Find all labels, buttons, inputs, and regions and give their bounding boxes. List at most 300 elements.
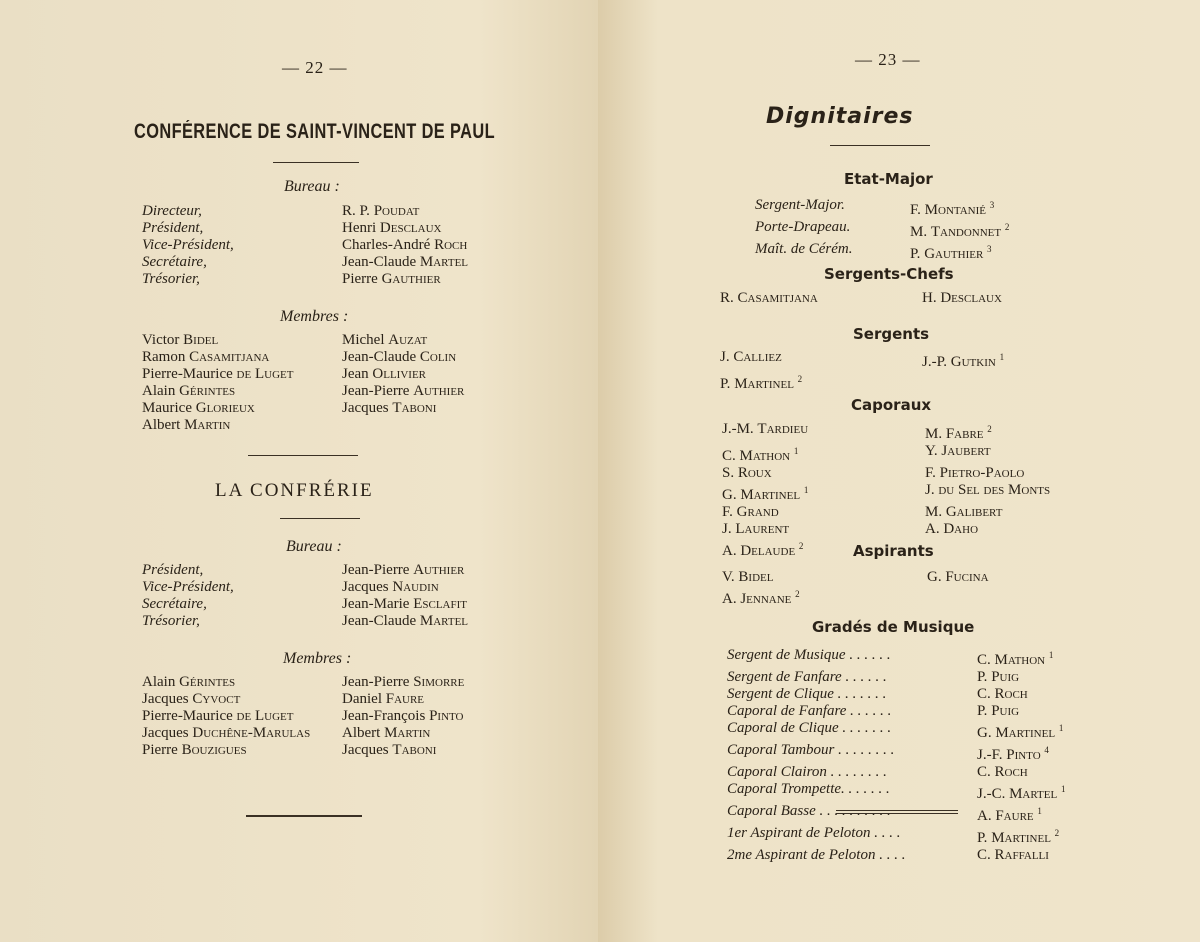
list-row bbox=[142, 596, 468, 613]
person-name bbox=[977, 742, 1049, 764]
first-name: Victor bbox=[142, 332, 180, 348]
list-row bbox=[727, 847, 1059, 864]
first-name: Pierre-Maurice bbox=[142, 708, 233, 724]
first-name: Jean bbox=[342, 366, 369, 382]
person-name bbox=[142, 383, 342, 400]
list-row bbox=[142, 383, 464, 400]
first-name: G. bbox=[927, 569, 942, 585]
membres-list bbox=[142, 332, 464, 434]
surname: Laurent bbox=[735, 521, 790, 537]
person-name bbox=[342, 596, 467, 613]
surname: de Luget bbox=[236, 366, 294, 382]
surname: Martel bbox=[419, 613, 469, 629]
first-name: A. bbox=[977, 808, 992, 824]
section-title: LA CONFRÉRIE bbox=[215, 480, 374, 501]
role-label: Secrétaire, bbox=[142, 254, 207, 270]
list-row bbox=[142, 366, 464, 383]
role-label: Sergent de Musique . . . . . . bbox=[727, 647, 891, 663]
surname: Gérintes bbox=[179, 383, 236, 399]
surname: Authier bbox=[413, 383, 465, 399]
list-row bbox=[142, 271, 468, 288]
list-row bbox=[722, 521, 1050, 538]
surname: Puig bbox=[991, 669, 1020, 685]
person-name bbox=[720, 349, 922, 371]
list-row bbox=[142, 562, 468, 579]
role-label: Maît. de Cérém. bbox=[755, 241, 853, 257]
surname: Duchêne-Marulas bbox=[192, 725, 311, 741]
first-name: Charles-André bbox=[342, 237, 431, 253]
list-row bbox=[755, 197, 1009, 219]
list-row bbox=[722, 482, 1050, 504]
person-name bbox=[925, 521, 978, 538]
first-name: F. bbox=[722, 504, 733, 520]
surname: Tandonnet bbox=[930, 224, 1002, 240]
list-row bbox=[727, 764, 1065, 781]
first-name: Alain bbox=[142, 674, 176, 690]
membres-heading: Membres : bbox=[280, 308, 349, 325]
person-name bbox=[342, 220, 441, 237]
first-name: M. bbox=[910, 224, 928, 240]
person-name bbox=[925, 482, 1050, 504]
list-row bbox=[142, 417, 464, 434]
divider bbox=[830, 145, 930, 146]
etat-major-list bbox=[755, 197, 1009, 263]
group-heading: Caporaux bbox=[851, 396, 932, 414]
first-name: Jacques bbox=[342, 579, 389, 595]
footnote-mark: 1 bbox=[1060, 784, 1066, 794]
first-name: Pierre-Maurice bbox=[142, 366, 233, 382]
first-name: P. bbox=[977, 669, 988, 685]
list-row bbox=[722, 586, 989, 608]
ornament-divider bbox=[246, 815, 362, 817]
surname: Glorieux bbox=[195, 400, 255, 416]
section-title: CONFÉRENCE DE SAINT-VINCENT DE PAUL bbox=[134, 120, 495, 143]
person-name bbox=[722, 504, 925, 521]
first-name: Jacques bbox=[342, 742, 389, 758]
surname: Mathon bbox=[739, 448, 791, 464]
membres-list bbox=[142, 674, 464, 759]
surname: Simorre bbox=[413, 674, 465, 690]
list-row bbox=[722, 504, 1050, 521]
surname: Raffalli bbox=[994, 847, 1049, 863]
person-name bbox=[342, 203, 419, 220]
first-name: Maurice bbox=[142, 400, 192, 416]
person-name bbox=[722, 465, 925, 482]
double-divider bbox=[836, 810, 958, 814]
person-name bbox=[977, 781, 1065, 803]
role-label: Porte-Drapeau. bbox=[755, 219, 851, 235]
list-row bbox=[142, 613, 468, 630]
surname: Bidel bbox=[183, 332, 219, 348]
role-label: Caporal Tambour . . . . . . . . bbox=[727, 742, 895, 758]
first-name: Jacques bbox=[142, 691, 189, 707]
first-name: Jean-Pierre bbox=[342, 674, 410, 690]
sergents-chefs-list bbox=[720, 290, 1002, 307]
surname: Desclaux bbox=[379, 220, 442, 236]
surname: Roch bbox=[994, 764, 1028, 780]
surname: Faure bbox=[385, 691, 425, 707]
footnote-mark: 2 bbox=[798, 541, 804, 551]
sergents-list bbox=[720, 349, 1004, 393]
person-name bbox=[722, 521, 925, 538]
first-name: J. bbox=[720, 349, 730, 365]
first-name: R. bbox=[720, 290, 734, 306]
surname: Roux bbox=[737, 465, 772, 481]
bureau-heading: Bureau : bbox=[286, 538, 342, 555]
right-page bbox=[598, 0, 1200, 942]
person-name bbox=[342, 349, 456, 366]
bureau-list bbox=[142, 203, 468, 288]
person-name bbox=[977, 720, 1063, 742]
group-heading: Sergents-Chefs bbox=[824, 265, 954, 283]
role-label: Trésorier, bbox=[142, 613, 200, 629]
list-row bbox=[142, 579, 468, 596]
surname: Pinto bbox=[1006, 747, 1041, 763]
surname: Martel bbox=[419, 254, 469, 270]
surname: Naudin bbox=[392, 579, 439, 595]
list-row bbox=[142, 254, 468, 271]
surname: Fabre bbox=[945, 426, 984, 442]
person-name bbox=[342, 742, 436, 759]
person-name bbox=[342, 562, 464, 579]
list-row bbox=[755, 241, 1009, 263]
surname: Gauthier bbox=[381, 271, 441, 287]
surname: Galibert bbox=[945, 504, 1003, 520]
first-name: J.-F. bbox=[977, 747, 1003, 763]
first-name: C. bbox=[977, 847, 991, 863]
role-label: Sergent de Fanfare . . . . . . bbox=[727, 669, 887, 685]
list-row bbox=[142, 674, 464, 691]
person-name bbox=[342, 579, 439, 596]
surname: Roch bbox=[994, 686, 1028, 702]
first-name: Henri bbox=[342, 220, 377, 236]
role-label: Caporal de Fanfare . . . . . . bbox=[727, 703, 892, 719]
first-name: Jacques bbox=[342, 400, 389, 416]
first-name: G. bbox=[722, 487, 737, 503]
person-name bbox=[910, 219, 1009, 241]
person-name bbox=[722, 421, 925, 443]
list-row bbox=[720, 349, 1004, 371]
footnote-mark: 3 bbox=[987, 244, 992, 254]
first-name: V. bbox=[722, 569, 735, 585]
group-heading: Gradés de Musique bbox=[812, 618, 975, 636]
first-name: P. bbox=[977, 830, 988, 846]
first-name: J.-P. bbox=[922, 354, 948, 370]
surname: Casamitjana bbox=[737, 290, 818, 306]
list-row bbox=[727, 669, 1065, 686]
list-row bbox=[727, 720, 1065, 742]
surname: Mathon bbox=[994, 652, 1046, 668]
first-name: H. bbox=[922, 290, 937, 306]
first-name: J.-C. bbox=[977, 786, 1006, 802]
first-name: Alain bbox=[142, 383, 176, 399]
first-name: C. bbox=[722, 448, 736, 464]
surname: Pinto bbox=[429, 708, 464, 724]
person-name bbox=[925, 421, 992, 443]
surname: Desclaux bbox=[940, 290, 1002, 306]
list-row bbox=[727, 703, 1065, 720]
first-name: Albert bbox=[142, 417, 181, 433]
list-row bbox=[142, 332, 464, 349]
surname: Puig bbox=[991, 703, 1020, 719]
first-name: C. bbox=[977, 686, 991, 702]
person-name bbox=[342, 271, 441, 288]
surname: Daho bbox=[943, 521, 979, 537]
divider bbox=[273, 162, 359, 163]
surname: Faure bbox=[995, 808, 1034, 824]
footnote-mark: 2 bbox=[797, 374, 803, 384]
first-name: P. bbox=[720, 376, 731, 392]
first-name: Jean-Claude bbox=[342, 613, 417, 629]
surname: Esclafit bbox=[413, 596, 467, 612]
role-label: 2me Aspirant de Peloton . . . . bbox=[727, 847, 906, 863]
list-row bbox=[722, 443, 1050, 465]
person-name bbox=[342, 674, 464, 691]
person-name bbox=[342, 708, 463, 725]
person-name bbox=[342, 691, 424, 708]
first-name: J. bbox=[925, 482, 935, 498]
divider bbox=[280, 518, 360, 519]
surname: Authier bbox=[413, 562, 465, 578]
role-label: Caporal de Clique . . . . . . . bbox=[727, 720, 892, 736]
group-heading: Aspirants bbox=[853, 542, 934, 560]
person-name bbox=[142, 349, 342, 366]
person-name bbox=[977, 803, 1042, 825]
person-name bbox=[977, 703, 1019, 720]
bureau-list bbox=[142, 562, 468, 630]
first-name: M. bbox=[925, 426, 943, 442]
role-label: Caporal Trompette. . . . . . . bbox=[727, 781, 890, 797]
surname: Fucina bbox=[945, 569, 989, 585]
first-name: F. bbox=[910, 202, 921, 218]
person-name bbox=[342, 400, 436, 417]
first-name: R. P. bbox=[342, 203, 370, 219]
list-row bbox=[142, 725, 464, 742]
person-name bbox=[342, 254, 468, 271]
surname: Colin bbox=[419, 349, 457, 365]
footnote-mark: 1 bbox=[1058, 723, 1064, 733]
person-name bbox=[927, 569, 989, 586]
role-label: Président, bbox=[142, 562, 204, 578]
list-row bbox=[722, 421, 1050, 443]
page-number: — 23 — bbox=[855, 50, 921, 69]
list-row bbox=[727, 825, 1059, 847]
person-name bbox=[925, 443, 991, 465]
first-name: A. bbox=[722, 591, 737, 607]
first-name: Jean-Claude bbox=[342, 349, 417, 365]
aspirants-list bbox=[722, 569, 989, 608]
role-label: Président, bbox=[142, 220, 204, 236]
first-name: S. bbox=[722, 465, 735, 481]
role-label: Sergent-Major. bbox=[755, 197, 845, 213]
surname: Taboni bbox=[392, 400, 437, 416]
first-name: G. bbox=[977, 725, 992, 741]
surname: Martinel bbox=[740, 487, 801, 503]
person-name bbox=[142, 691, 342, 708]
footnote-mark: 2 bbox=[987, 424, 992, 434]
list-row bbox=[142, 220, 468, 237]
list-row bbox=[142, 203, 468, 220]
person-name bbox=[142, 742, 342, 759]
first-name: P. bbox=[910, 246, 921, 262]
footnote-mark: 2 bbox=[1054, 828, 1060, 838]
list-row bbox=[727, 742, 1065, 764]
footnote-mark: 2 bbox=[795, 589, 800, 599]
list-row bbox=[142, 400, 464, 417]
surname: Poudat bbox=[373, 203, 420, 219]
bureau-heading: Bureau : bbox=[284, 178, 340, 195]
list-row bbox=[727, 647, 1065, 669]
person-name bbox=[142, 725, 342, 742]
footnote-mark: 1 bbox=[1048, 650, 1054, 660]
person-name bbox=[922, 349, 1004, 371]
surname: Cyvoct bbox=[192, 691, 241, 707]
person-name bbox=[977, 847, 1049, 864]
surname: Ollivier bbox=[372, 366, 427, 382]
list-row bbox=[722, 569, 989, 586]
list-row bbox=[142, 691, 464, 708]
surname: Martin bbox=[384, 725, 431, 741]
surname: Roch bbox=[434, 237, 468, 253]
surname: Martin bbox=[184, 417, 231, 433]
surname: Martinel bbox=[991, 830, 1051, 846]
first-name: Jacques bbox=[142, 725, 189, 741]
person-name bbox=[342, 366, 426, 383]
surname: Jennane bbox=[740, 591, 792, 607]
first-name: A. bbox=[722, 543, 737, 559]
first-name: Y. bbox=[925, 443, 938, 459]
role-label: Caporal Clairon . . . . . . . . bbox=[727, 764, 887, 780]
person-name bbox=[142, 332, 342, 349]
page-number: — 22 — bbox=[282, 58, 348, 77]
first-name: Pierre bbox=[342, 271, 378, 287]
group-heading: Sergents bbox=[853, 325, 930, 343]
footnote-mark: 4 bbox=[1044, 745, 1049, 755]
person-name bbox=[142, 708, 342, 725]
first-name: Michel bbox=[342, 332, 385, 348]
person-name bbox=[342, 332, 427, 349]
person-name bbox=[977, 647, 1053, 669]
first-name: Pierre bbox=[142, 742, 178, 758]
first-name: J.-M. bbox=[722, 421, 754, 437]
first-name: M. bbox=[925, 504, 943, 520]
person-name bbox=[142, 400, 342, 417]
person-name bbox=[342, 725, 430, 742]
first-name: F. bbox=[925, 465, 936, 481]
person-name bbox=[722, 569, 927, 586]
role-label: Vice-Président, bbox=[142, 579, 234, 595]
surname: de Luget bbox=[236, 708, 294, 724]
footnote-mark: 1 bbox=[793, 446, 799, 456]
surname: Gauthier bbox=[924, 246, 984, 262]
person-name bbox=[142, 366, 342, 383]
person-name bbox=[925, 504, 1002, 521]
surname: Martinel bbox=[734, 376, 794, 392]
person-name bbox=[722, 443, 925, 465]
first-name: Jean-Pierre bbox=[342, 383, 410, 399]
surname: Calliez bbox=[733, 349, 782, 365]
surname: Bouzigues bbox=[181, 742, 247, 758]
first-name: Jean-Pierre bbox=[342, 562, 410, 578]
membres-heading: Membres : bbox=[283, 650, 352, 667]
person-name bbox=[910, 197, 994, 219]
surname: Tardieu bbox=[757, 421, 809, 437]
role-label: Vice-Président, bbox=[142, 237, 234, 253]
surname: Martel bbox=[1009, 786, 1058, 802]
list-row bbox=[142, 708, 464, 725]
footnote-mark: 1 bbox=[1037, 806, 1042, 816]
footnote-mark: 3 bbox=[989, 200, 995, 210]
person-name bbox=[720, 290, 922, 307]
list-row bbox=[722, 465, 1050, 482]
surname: Bidel bbox=[738, 569, 774, 585]
first-name: A. bbox=[925, 521, 940, 537]
first-name: Jean-Claude bbox=[342, 254, 417, 270]
person-name bbox=[977, 764, 1028, 781]
list-row bbox=[720, 371, 1004, 393]
role-label: Trésorier, bbox=[142, 271, 200, 287]
list-row bbox=[720, 290, 1002, 307]
surname: Grand bbox=[736, 504, 779, 520]
person-name bbox=[720, 371, 922, 393]
surname: du Sel des Monts bbox=[938, 482, 1051, 498]
first-name: C. bbox=[977, 652, 991, 668]
person-name bbox=[925, 465, 1024, 482]
first-name: Albert bbox=[342, 725, 381, 741]
first-name: Daniel bbox=[342, 691, 382, 707]
list-row bbox=[727, 781, 1065, 803]
person-name bbox=[922, 290, 1002, 307]
musique-list bbox=[727, 647, 1065, 825]
surname: Gutkin bbox=[950, 354, 996, 370]
first-name: Jean-Marie bbox=[342, 596, 410, 612]
footnote-mark: 1 bbox=[803, 485, 809, 495]
left-page bbox=[0, 0, 598, 942]
footnote-mark: 1 bbox=[999, 352, 1005, 362]
first-name: Jean-François bbox=[342, 708, 426, 724]
list-row bbox=[727, 686, 1065, 703]
caporaux-list bbox=[722, 421, 1050, 560]
list-row bbox=[142, 237, 468, 254]
person-name bbox=[342, 237, 467, 254]
person-name bbox=[342, 613, 468, 630]
role-label: Sergent de Clique . . . . . . . bbox=[727, 686, 887, 702]
person-name bbox=[722, 586, 927, 608]
first-name: C. bbox=[977, 764, 991, 780]
surname: Auzat bbox=[388, 332, 428, 348]
surname: Montanié bbox=[924, 202, 986, 218]
person-name bbox=[142, 674, 342, 691]
role-label: 1er Aspirant de Peloton . . . . bbox=[727, 825, 901, 841]
list-row bbox=[142, 742, 464, 759]
person-name bbox=[722, 482, 925, 504]
list-row bbox=[142, 349, 464, 366]
first-name: J. bbox=[722, 521, 732, 537]
surname: Gérintes bbox=[179, 674, 236, 690]
person-name bbox=[342, 383, 464, 400]
footnote-mark: 2 bbox=[1004, 222, 1010, 232]
role-label: Caporal Basse . . . . . . . . . . bbox=[727, 803, 891, 819]
person-name bbox=[977, 825, 1059, 847]
role-label: Directeur, bbox=[142, 203, 202, 219]
person-name bbox=[910, 241, 992, 263]
first-name: P. bbox=[977, 703, 988, 719]
person-name bbox=[977, 686, 1028, 703]
surname: Casamitjana bbox=[189, 349, 270, 365]
list-row bbox=[755, 219, 1009, 241]
surname: Jaubert bbox=[941, 443, 991, 459]
group-heading: Etat-Major bbox=[844, 170, 933, 188]
